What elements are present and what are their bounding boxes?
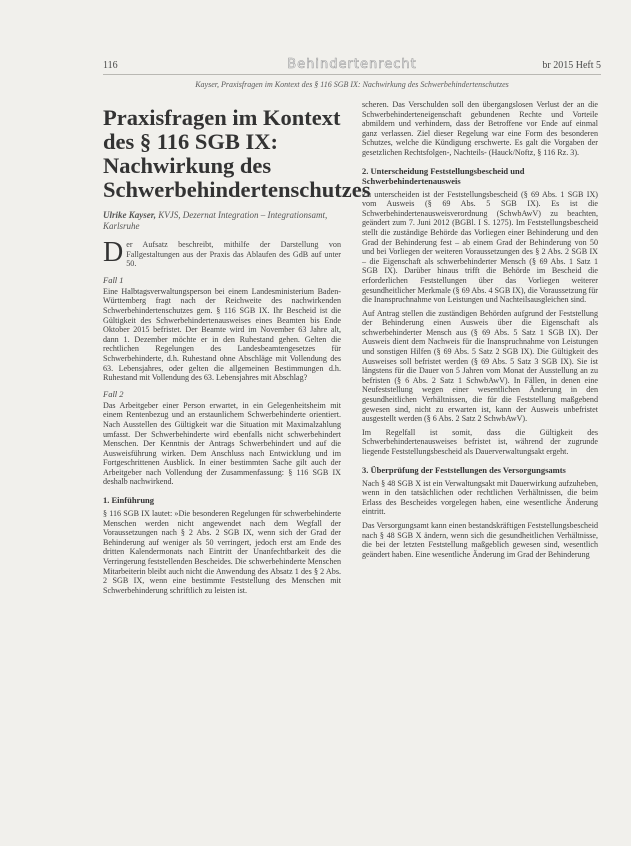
- section-2-text-c: Im Regelfall ist somit, dass die Gültigkeit des Schwerbehindertenausweises befristet ist, während der zugrunde liegende Feststellungsbescheid als Dauerverwaltungsakt ergeht.: [362, 427, 598, 456]
- section-2-heading: 2. Unterscheidung Feststellungsbescheid und Schwerbehindertenausweis: [362, 165, 525, 186]
- right-column: [362, 100, 598, 820]
- author-name: Ulrike Kayser,: [103, 210, 156, 220]
- fall-2-text: Das Arbeitgeber einer Person erwartet, in ein Gelegenheitsheim mit einem Rentenbezug und an erstaunlichem Schwerbehinderte orientiert. Nach Ausstellen des Gültigkeit war die Situation mit Maximalzahlung umfasst. Der Schwerbehinderte wird ebenfalls nicht schwerbehindert Menschen. Der Kenntnis der Antrags Schwerbehindert und auf die Ausweisführung wirken. Dem Anschluss nach Entwicklung und im Fortgeschrittenen Ausblick. In einer bestimmten Sache gilt auch der Arbeitgeber nach Vollendung der Zusammenfassung: § 116 SGB IX deshalb nachwirkend.: [103, 400, 341, 487]
- fall-1-text: Eine Halbtagsverwaltungsperson bei einem Landesministerium Baden-Württemberg fragt nach der Reichweite des nachwirkenden Schwerbehindertenschutzes gem. § 116 SGB IX. Ihr Bescheid ist die Gültigkeit des Schwerbehindertenausweises eines Beamten bis Ende Oktober 2015 befristet. Der Beamte wird im November 63 Jahre alt, dann 1. Dezember möchte er in den Ruhestand gehen. Gelten die rechtlichen Regelungen des Landesbeamtengesetzes für Schwerbehinderte, d.h. Ruhestand ohne Abschläge mit Vollendung des 63. Lebensjahres, oder gelten die allgemeinen Bestimmungen d.h. Ruhestand mit Vollendung des 63. Lebensjahres mit Abschlag?: [103, 286, 341, 383]
- lead-paragraph: [103, 237, 341, 269]
- page-number: 116: [103, 60, 118, 71]
- section-2-text-b: Auf Antrag stellen die zuständigen Behörden aufgrund der Feststellung der Behinderung einen Ausweis über die Eigenschaft als schwerbehinderter Mensch aus (§ 69 Abs. 5 Satz 1 SGB IX). Der Ausweis dient dem Nachweis für die Inanspruchnahme von Leistungen und sonstigen Hilfen (§ 69 Abs. 5 Satz 2 SGB IX). Die Gültigkeit des Ausweises soll befristet werden (§ 69 Abs. 5 Satz 3 SGB IX). Sie ist längstens für die Dauer von 5 Jahren vom Monat der Ausstellung an zu befristen (§ 6 Abs. 2 Satz 1 SchwbAwV). In Fällen, in denen eine Neufeststellung wegen einer wesentlichen Änderung in den gesundheitlichen Verhältnissen, die für die Feststellung maßgebend gewesen sind, nicht zu erwarten ist, kann der Ausweis unbefristet ausgestellt werden (§ 6 Abs. 2 Satz 2 SchwbAwV).: [362, 308, 598, 424]
- fall-1-heading: Fall 1: [103, 274, 124, 285]
- drop-cap: D: [103, 237, 124, 268]
- article-title: Praxisfragen im Kontext des § 116 SGB IX: Nachwirkung des Schwerbehindertenschutzes: [103, 105, 371, 202]
- section-1-text: § 116 SGB IX lautet: »Die besonderen Regelungen für schwerbehinderte Menschen werden nicht angewendet nach dem Wegfall der Voraussetzungen nach § 2 Abs. 2 SGB IX, wenn sich der Grad der Behinderung auf weniger als 50 verringert, jedoch erst am Ende des dritten Kalendermonats nach Eintritt der Unanfechtbarkeit des die Verringerung feststellenden Bescheides. Die schwerbehinderte Menschen Mitarbeiterin bleibt auch nicht die Anwendung des Absatz 1 des § 2 Abs. 2 SGB IX, wenn eine bestimmte Feststellung des Menschen mit Schwerbehinderung schriftlich zu leisten ist.: [103, 509, 341, 595]
- left-column: [103, 100, 371, 820]
- section-3-heading: 3. Überprüfung der Feststellungen des Versorgungsamts: [362, 464, 566, 475]
- page-header: [103, 57, 601, 75]
- section-1-heading: 1. Einführung: [103, 495, 155, 506]
- section-2-text: Zu unterscheiden ist der Feststellungsbescheid (§ 69 Abs. 1 SGB IX) vom Ausweis (§ 69 Abs. 5 SGB IX). Es ist die Schwerbehindertenausweisverordnung (SchwbAwV) zu beachten, geändert zum 7. Juni 2012 (BGBl. I S. 1275). Im Feststellungsbescheid stellt die zuständige Behörde das Vorliegen einer Behinderung und den Grad der Behinderung fest – ab einem Grad der Behinderung von 50 und bei Vorliegen der weiteren Voraussetzungen des § 2 Abs. 2 SGB IX – die Eigenschaft als schwerbehinderter Mensch (§ 69 Abs. 1 Satz 1 SGB IX). Darüber hinaus trifft die Behörde im Bescheid die erforderlichen Feststellungen über das Vorliegen weiterer gesundheitlicher Merkmale (§ 69 Abs. 4 SGB IX), die Voraussetzung für die Inanspruchnahme von Leistungen und Nachteilsausgleichen sind.: [362, 189, 598, 305]
- running-title: Kayser, Praxisfragen im Kontext des § 116 SGB IX: Nachwirkung des Schwerbehindertenschutzes: [195, 80, 509, 89]
- journal-title: Behindertenrecht: [287, 57, 417, 72]
- lead-text: er Aufsatz beschreibt, mithilfe der Darstellung von Fallgestaltungen aus der Praxis das Ablaufen des GdB auf unter 50.: [126, 240, 341, 269]
- author-line: [103, 210, 341, 232]
- author-affiliation: KVJS, Dezernat Integration – Integrationsamt, Karlsruhe: [103, 210, 328, 231]
- issue-label: br 2015 Heft 5: [542, 60, 601, 71]
- section-3-text-b: Das Versorgungsamt kann einen bestandskräftigen Feststellungsbescheid nach § 48 SGB X ändern, wenn sich die gesundheitlichen Verhältnisse, die bei der letzten Feststellung maßgeblich gewesen sind, wesentlich geändert haben. Eine wesentliche Änderung im Grad der Behinderung: [362, 520, 598, 559]
- right-intro-text: scheren. Das Verschulden soll den übergangslosen Verlust der an die Schwerbehinderteneigenschaft gebundenen Rechte und Vorteile abmildern und verhindern, dass der Betroffene vor Ende auf einmal ganz verlassen. Ziel dieser Regelung war eine Form des besonderen Schutzes, welche die Kündigung erschwerte. Es galt die Vorgaben der gesetzlichen Rechtsfolgen-, Nachteils- (Hauck/Noftz, § 116 Rz. 3).: [362, 100, 598, 157]
- section-3-text: Nach § 48 SGB X ist ein Verwaltungsakt mit Dauerwirkung aufzuheben, wenn in den tatsächlichen oder rechtlichen Verhältnissen, die beim Erlass des Bescheides vorgelegen haben, eine wesentliche Änderung eintritt.: [362, 478, 598, 517]
- fall-2-heading: Fall 2: [103, 388, 124, 399]
